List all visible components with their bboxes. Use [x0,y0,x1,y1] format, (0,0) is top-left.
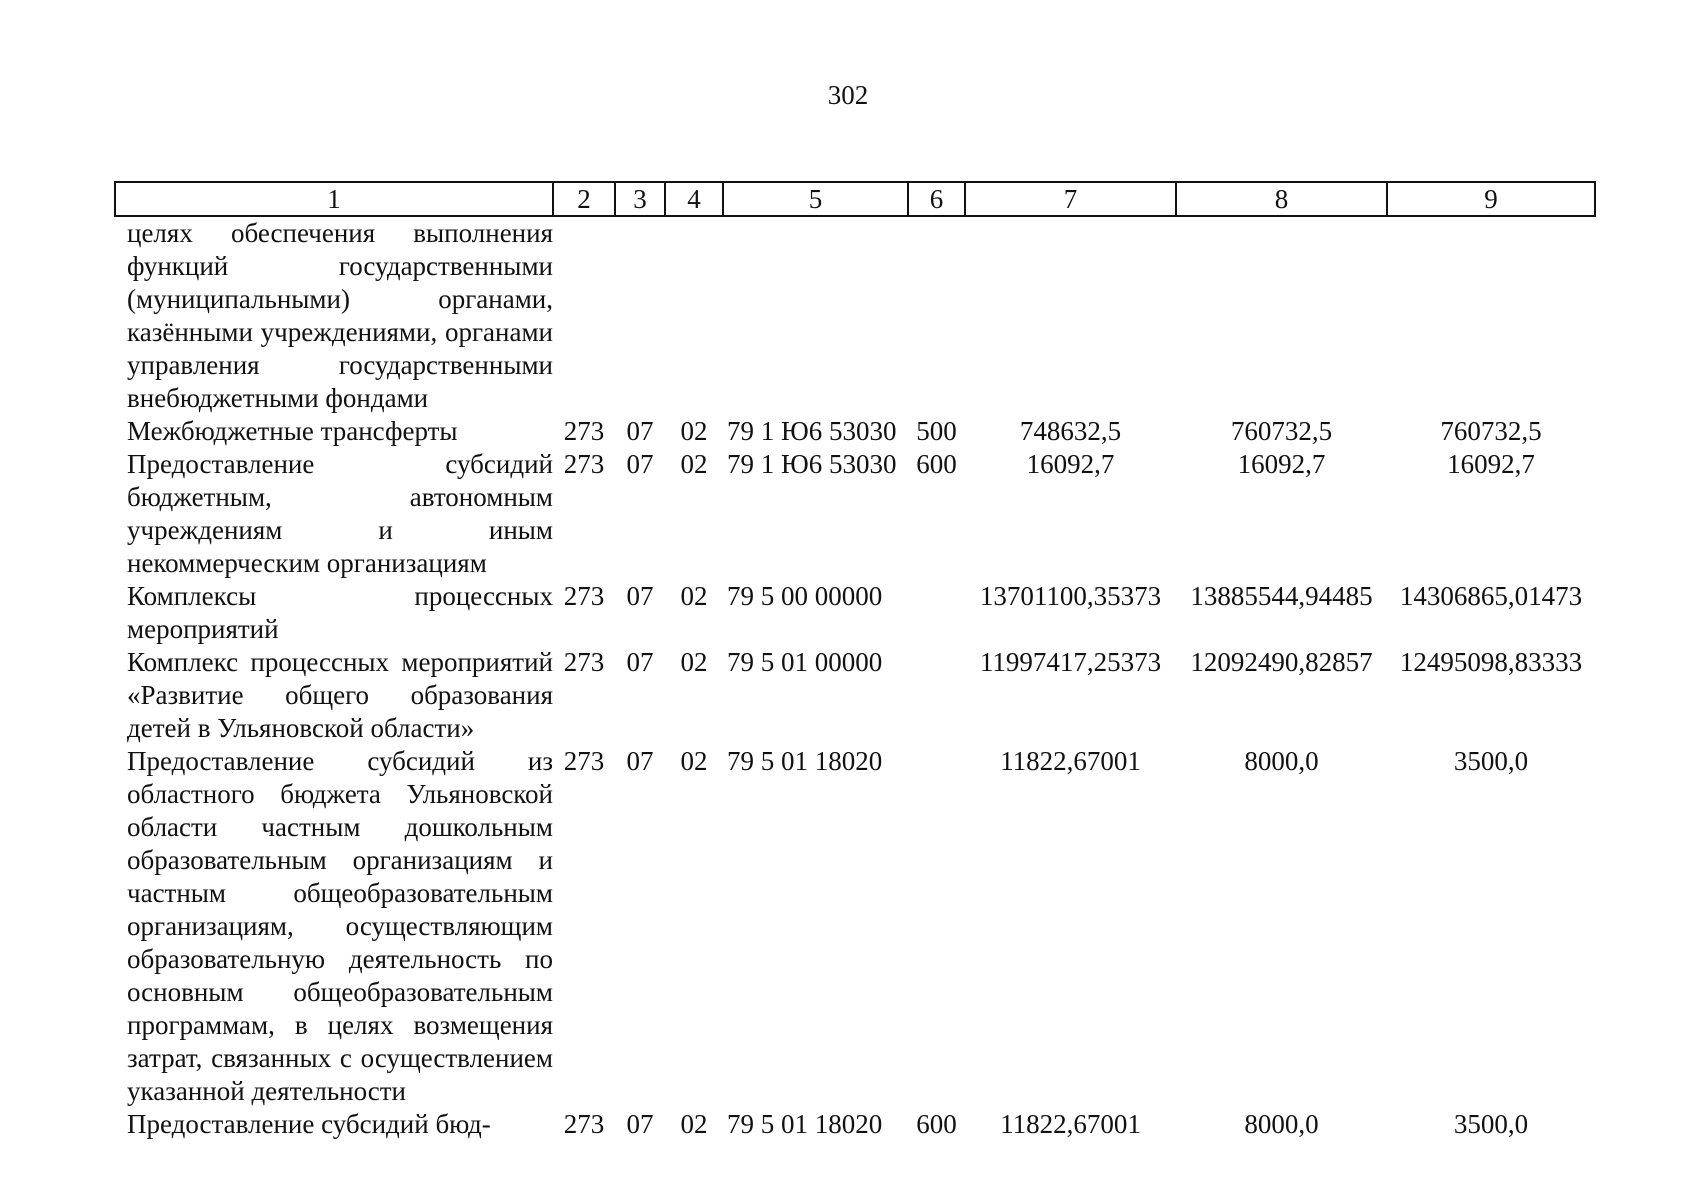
row-c9: 3500,0 [1453,746,1529,776]
header-col-6: 6 [908,182,965,216]
table-header [115,182,1595,216]
row-c6 [908,580,965,646]
row-c6: 500 [916,416,957,446]
row-c5: 79 5 00 00000 [727,581,883,611]
row-c9 [1387,216,1595,415]
row-c2: 273 [563,746,605,776]
row-c4: 02 [680,647,708,677]
table-row [115,448,1595,580]
table-body [115,216,1595,1141]
row-c3: 07 [626,647,654,677]
table-row [115,415,1595,448]
header-col-8: 8 [1176,182,1387,216]
table-row [115,216,1595,415]
row-c8 [1176,216,1387,415]
table-row [115,646,1595,745]
header-col-9: 9 [1387,182,1595,216]
row-c2: 273 [563,581,605,611]
header-row [115,182,1595,216]
row-c4: 02 [680,746,708,776]
row-c2 [553,216,615,415]
row-c3: 07 [626,449,654,479]
header-col-3: 3 [615,182,665,216]
row-c8: 16092,7 [1237,449,1326,479]
row-c6 [908,745,965,1108]
row-c6: 600 [916,449,957,479]
page-number: 302 [827,80,869,110]
row-c8: 12092490,82857 [1190,647,1373,677]
row-c7: 11822,67001 [1000,746,1141,776]
row-c2: 273 [563,1109,605,1139]
row-c9: 14306865,01473 [1399,581,1583,611]
row-c2: 273 [563,416,605,446]
row-c8: 13885544,94485 [1190,581,1373,611]
header-col-2: 2 [553,182,615,216]
row-c9: 16092,7 [1447,449,1535,479]
row-c9: 3500,0 [1453,1109,1529,1139]
table-row [115,745,1595,1108]
row-name: Комплекс процессных мероприятий «Развитие общего образования детей в Ульяновской области» [127,647,553,743]
row-c4: 02 [680,581,708,611]
row-c7: 16092,7 [1026,449,1115,479]
row-c3: 07 [626,1109,654,1139]
row-c7: 13701100,35373 [979,581,1162,611]
row-c5: 79 1 Ю6 53030 [727,416,897,446]
row-c3 [615,216,665,415]
row-c4 [665,216,723,415]
row-c5 [723,216,908,415]
row-name: Предоставление субсидий из областного бюджета Ульяновской области частным дошкольным образовательным организациям и частным общеобразовательным организациям, осуществляющим образовательную деятельность по основным общеобразовательным программам, в целях возмещения затрат, связанных с осуществлением указанной деятельности [127,746,553,1106]
header-col-1: 1 [115,182,553,216]
row-c8: 760732,5 [1230,416,1333,446]
row-c6 [908,216,965,415]
header-col-4: 4 [665,182,723,216]
row-c6: 600 [916,1109,957,1139]
row-c4: 02 [680,449,708,479]
row-c9: 12495098,83333 [1399,647,1583,677]
row-c2: 273 [563,449,605,479]
row-c3: 07 [626,581,654,611]
row-name: Межбюджетные трансферты [127,416,458,446]
row-c3: 07 [626,416,654,446]
row-c5: 79 5 01 18020 [727,1109,883,1139]
row-c5: 79 5 01 00000 [727,647,883,677]
table-row [115,1108,1595,1141]
header-col-5: 5 [723,182,908,216]
row-name: целях обеспечения выполнения функций государственными (муниципальными) органами, казёнными учреждениями, органами управления государственными внебюджетными фондами [127,218,553,413]
row-c4: 02 [680,416,708,446]
budget-table-container [114,181,1594,1141]
row-name: Предоставление субсидий бюд- [127,1109,491,1139]
row-name: Комплексы процессных мероприятий [127,581,553,644]
row-c2: 273 [563,647,605,677]
row-c7: 11997417,25373 [979,647,1162,677]
budget-table [114,181,1596,1141]
header-col-7: 7 [965,182,1176,216]
row-c8: 8000,0 [1244,746,1319,776]
row-c4: 02 [680,1109,708,1139]
row-c6 [908,646,965,745]
row-c5: 79 1 Ю6 53030 [727,449,897,479]
row-c8: 8000,0 [1244,1109,1319,1139]
row-c3: 07 [626,746,654,776]
row-c7 [965,216,1176,415]
row-c7: 748632,5 [1019,416,1122,446]
row-c7: 11822,67001 [1000,1109,1141,1139]
row-name: Предоставление субсидий бюджетным, автономным учреждениям и иным некоммерческим организациям [127,449,553,578]
row-c9: 760732,5 [1440,416,1542,446]
row-c5: 79 5 01 18020 [727,746,883,776]
table-row [115,580,1595,646]
